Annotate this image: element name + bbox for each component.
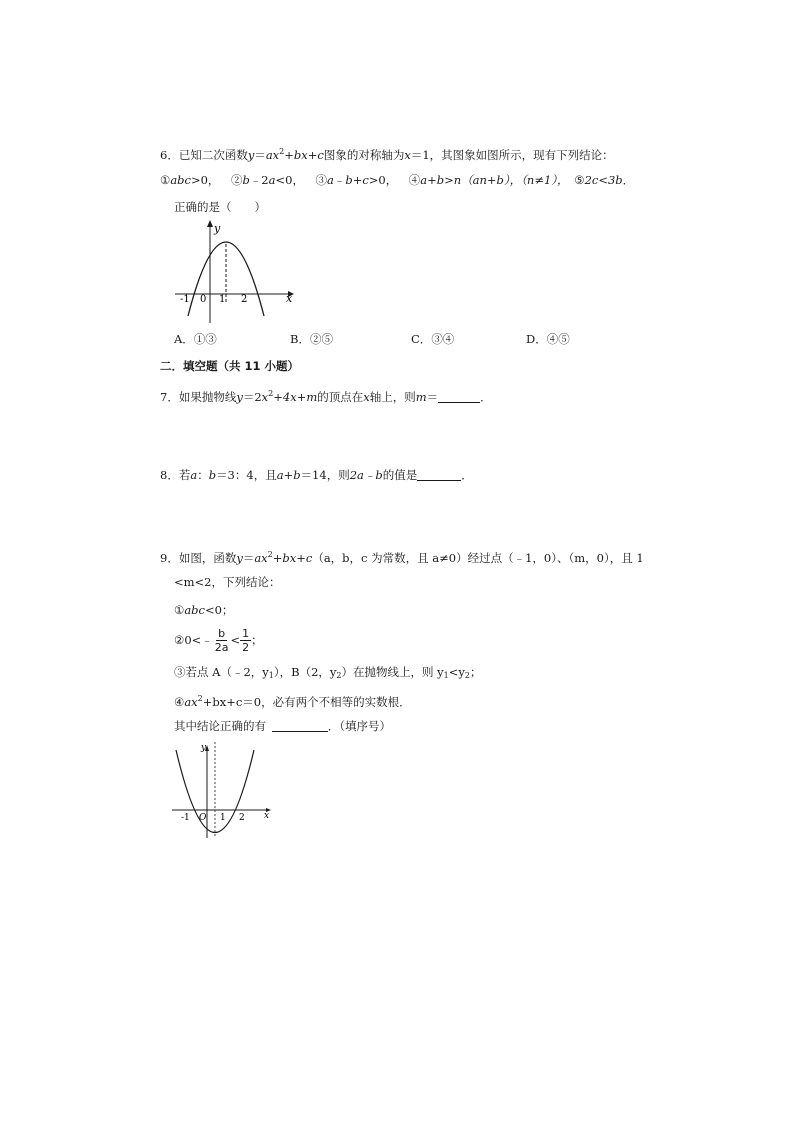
option-d[interactable]: D．④⑤ xyxy=(526,332,570,346)
q9-answer: 其中结论正确的有 ．（填序号） xyxy=(174,719,391,733)
q9-stem: 9．如图，函数$y=ax^2+bx+c(a$，b，c 为常数，且 a≠0）经过点（﹣1，0）、（m，0），且 1 xyxy=(160,550,644,565)
question-number: 8． xyxy=(160,468,179,482)
q6-parabola-graph xyxy=(170,218,300,328)
q9-conclusion-1: ①abc<0； xyxy=(174,603,234,617)
option-b[interactable]: B．②⑤ xyxy=(290,332,333,346)
tick-label: O xyxy=(199,813,207,823)
y-axis-arrow xyxy=(207,220,213,227)
fraction-one-half: $\frac{1}{2}$ xyxy=(242,626,250,654)
option-a[interactable]: A．①③ xyxy=(174,332,217,346)
tick-label: 1 xyxy=(220,813,226,823)
q9-parabola-graph xyxy=(168,740,278,840)
q6-conclusions: ①abc>0， ②b﹣2a<0， ③a﹣b+c>0， ④a+b>n（an+b），（n≠1）， ⑤2c<3b． xyxy=(160,173,635,187)
fraction-b-over-2a: $\frac{b}{2a}$ xyxy=(214,626,229,654)
question-number: 6． xyxy=(160,148,179,162)
section-heading: 二．填空题（共 11 小题） xyxy=(160,359,300,373)
x-axis-label: x xyxy=(264,811,270,821)
tick-label: -1 xyxy=(181,813,190,823)
tick-label: 2 xyxy=(239,813,245,823)
option-c[interactable]: C．③④ xyxy=(411,332,455,346)
q6-question: 正确的是（ ） xyxy=(174,200,266,214)
tick-label: -1 xyxy=(180,294,190,305)
y-axis-label: y xyxy=(214,222,221,235)
q7-stem: 7．如果抛物线$y=2x^2+4x+m$的顶点在x轴上，则m＝ ． xyxy=(160,389,492,404)
x-axis-label: x xyxy=(286,292,293,305)
q9-stem-line2: <m<2，下列结论： xyxy=(174,575,281,589)
tick-label: 1 xyxy=(219,294,226,305)
q6-stem: 6．已知二次函数$y=ax^2+bx+c$图象的对称轴为x＝1，其图象如图所示，现有下列结论： xyxy=(160,147,614,162)
y-axis-label: y xyxy=(201,743,207,753)
q8-stem: 8．若a：b＝3：4，且a+b＝14，则2a﹣b的值是 ． xyxy=(160,468,473,482)
tick-label: 0 xyxy=(200,294,207,305)
answer-blank[interactable] xyxy=(417,468,461,481)
question-number: 9． xyxy=(160,551,179,565)
q9-conclusion-2: ② 0<﹣ $\frac{b}{2a}$ < $\frac{1}{2}$ ； xyxy=(174,626,263,654)
q9-conclusion-4: $④ax^2+bx+c=0$，必有两个不相等的实数根． xyxy=(174,694,411,709)
question-number: 7． xyxy=(160,390,179,404)
answer-blank[interactable] xyxy=(272,719,328,732)
answer-blank[interactable] xyxy=(438,390,480,403)
q9-conclusion-3: ③若点 A（﹣2，$y_1$），B（2，$y_2$）在抛物线上，则 $y_1<y_2$； xyxy=(174,665,482,680)
tick-label: 2 xyxy=(241,294,248,305)
